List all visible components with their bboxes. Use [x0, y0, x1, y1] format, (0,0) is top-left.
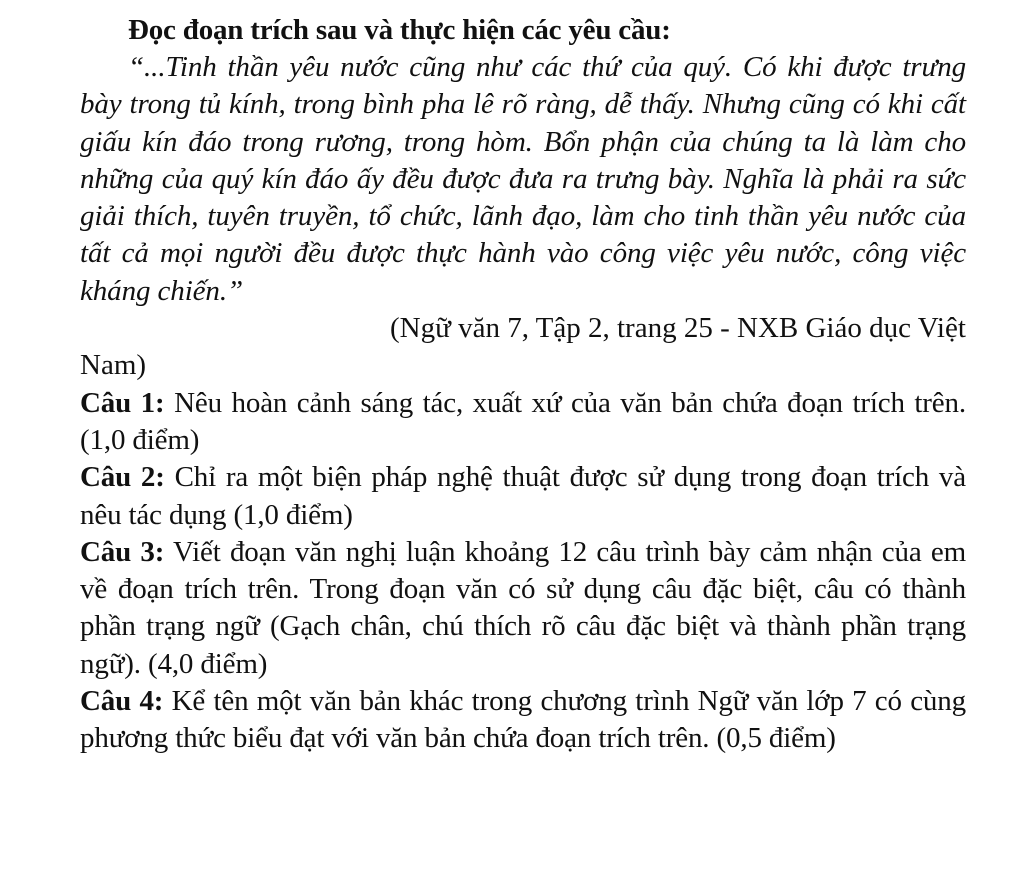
question-1-label: Câu 1: — [80, 386, 165, 419]
question-1 — [80, 385, 966, 460]
instruction-heading: Đọc đoạn trích sau và thực hiện các yêu cầu: — [128, 14, 671, 46]
question-4-text: Kể tên một văn bản khác trong chương trình Ngữ văn lớp 7 có cùng phương thức biểu đạt với văn bản chứa đoạn trích trên. (0,5 điểm) — [80, 685, 966, 755]
question-2-text: Chỉ ra một biện pháp nghệ thuật được sử dụng trong đoạn trích và nêu tác dụng (1,0 điểm) — [80, 461, 966, 531]
question-2-label: Câu 2: — [80, 461, 165, 494]
excerpt-source: (Ngữ văn 7, Tập 2, trang 25 - NXB Giáo dục Việt Nam) — [80, 312, 966, 382]
question-1-text: Nêu hoàn cảnh sáng tác, xuất xứ của văn bản chứa đoạn trích trên. (1,0 điểm) — [80, 386, 966, 456]
question-3-text: Viết đoạn văn nghị luận khoảng 12 câu trình bày cảm nhận của em về đoạn trích trên. Trong đoạn văn có sử dụng câu đặc biệt, câu có thành phần trạng ngữ (Gạch chân, chú thích rõ câu đặc biệt và thành phần trạng ngữ). (4,0 điểm) — [80, 535, 966, 680]
excerpt-paragraph: “...Tinh thần yêu nước cũng như các thứ của quý. Có khi được trưng bày trong tủ kính, trong bình pha lê rõ ràng, dễ thấy. Nhưng cũng có khi cất giấu kín đáo trong rương, trong hòm. Bổn phận của chúng ta là làm cho những của quý kín đáo ấy đều được đưa ra trưng bày. Nghĩa là phải ra sức giải thích, tuyên truyền, tổ chức, lãnh đạo, làm cho tinh thần yêu nước của tất cả mọi người đều được thực hành vào công việc yêu nước, công việc kháng chiến.” — [80, 51, 966, 307]
question-3-label: Câu 3: — [80, 535, 165, 568]
question-3 — [80, 534, 966, 683]
question-4 — [80, 683, 966, 758]
question-4-label: Câu 4: — [80, 685, 164, 718]
question-2 — [80, 459, 966, 534]
